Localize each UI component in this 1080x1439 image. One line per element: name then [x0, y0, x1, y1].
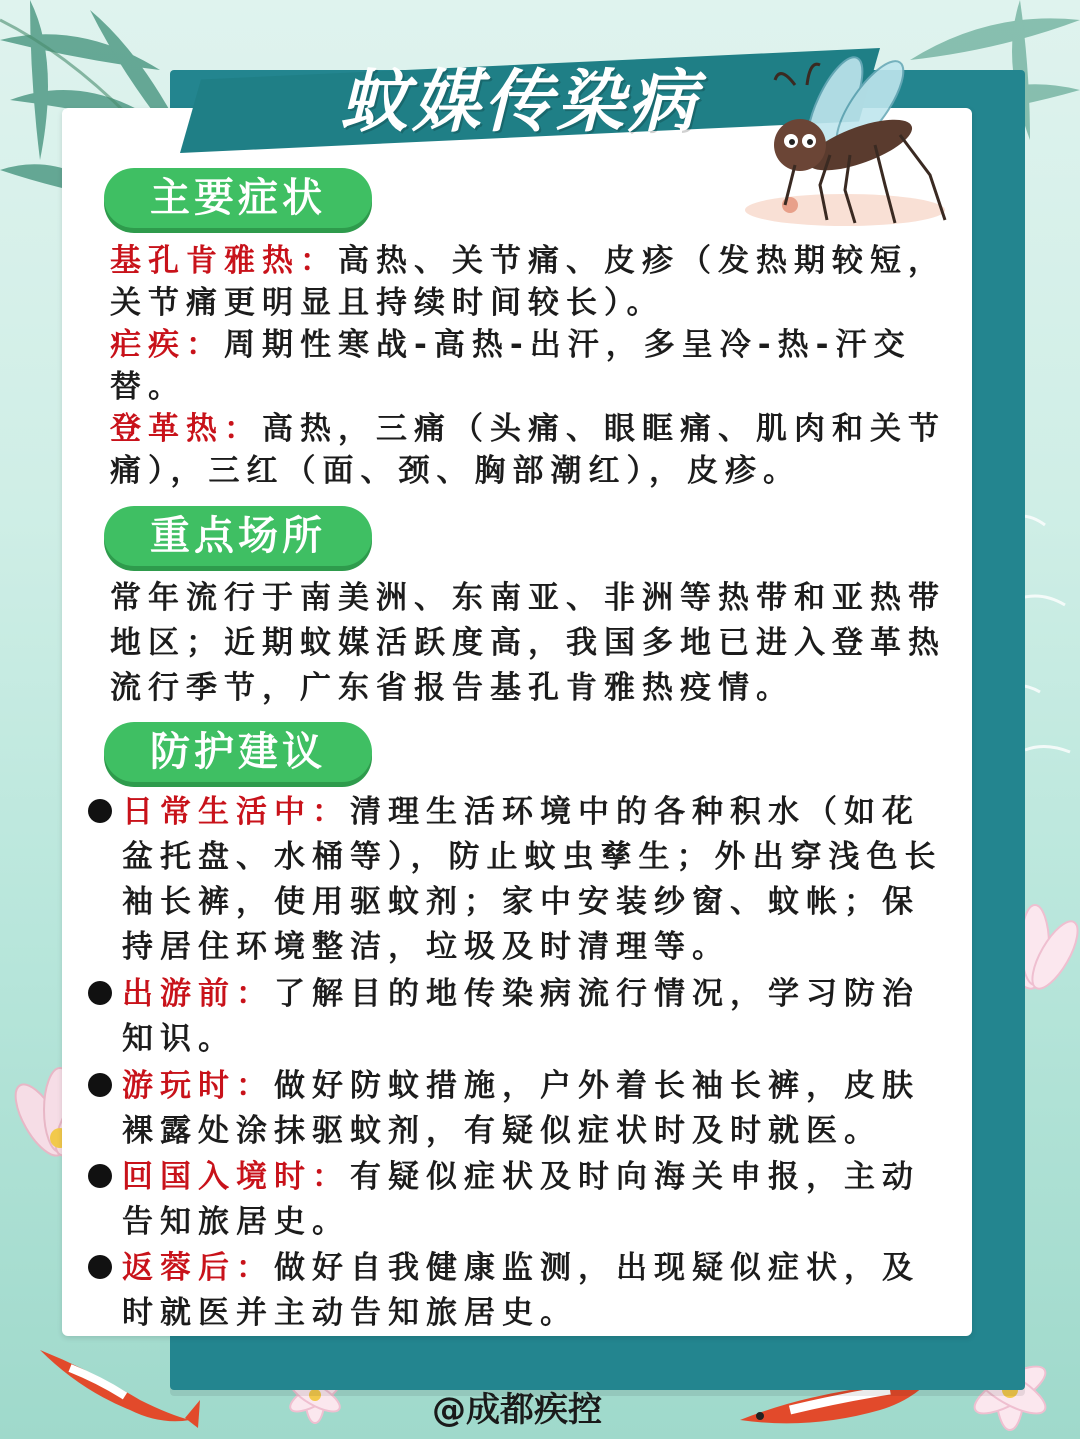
bullet-dot-icon — [88, 1255, 112, 1279]
symptom-text: 高热、关节痛、皮疹（发热期较短，关节痛更明显且持续时间较长）。 — [110, 243, 946, 321]
mosquito-icon — [735, 45, 955, 230]
bullet-dot-icon — [88, 799, 112, 823]
places-text: 常年流行于南美洲、东南亚、非洲等热带和亚热带地区；近期蚊媒活跃度高，我国多地已进入登革热流行季节，广东省报告基孔肯雅热疫情。 — [110, 580, 946, 706]
advice-text: 有疑似症状及时向海关申报，主动告知旅居史。 — [122, 1159, 920, 1240]
advice-text: 了解目的地传染病流行情况，学习防治知识。 — [122, 976, 920, 1057]
bullet-dot-icon — [88, 1073, 112, 1097]
symptom-term: 疟疾 — [110, 327, 186, 363]
advice-item: 日常生活中：清理生活环境中的各种积水（如花盆托盘、水桶等），防止蚊虫孳生；外出穿浅色长袖长裤，使用驱蚊剂；家中安装纱窗、蚊帐；保持居住环境整洁，垃圾及时清理等。 — [88, 790, 950, 970]
section-heading-symptoms: 主要症状 — [104, 168, 372, 228]
symptom-item: 登革热：高热，三痛（头痛、眼眶痛、肌肉和关节痛），三红（面、颈、胸部潮红），皮疹。 — [110, 411, 946, 489]
footer-credit: @成都疾控 — [432, 1390, 602, 1430]
advice-text: 清理生活环境中的各种积水（如花盆托盘、水桶等），防止蚊虫孳生；外出穿浅色长袖长裤，使用驱蚊剂；家中安装纱窗、蚊帐；保持居住环境整洁，垃圾及时清理等。 — [122, 794, 943, 965]
advice-term: 回国入境时 — [122, 1159, 312, 1195]
advice-term: 出游前 — [122, 976, 236, 1012]
bullet-dot-icon — [88, 1164, 112, 1188]
advice-item: 回国入境时：有疑似症状及时向海关申报，主动告知旅居史。 — [88, 1155, 950, 1245]
advice-term: 日常生活中 — [122, 794, 312, 830]
advice-term: 游玩时 — [122, 1068, 236, 1104]
advice-term: 返蓉后 — [122, 1250, 236, 1286]
advice-text: 做好防蚊措施，户外着长袖长裤，皮肤裸露处涂抹驱蚊剂，有疑似症状时及时就医。 — [122, 1068, 920, 1149]
advice-item: 返蓉后：做好自我健康监测，出现疑似症状，及时就医并主动告知旅居史。 — [88, 1246, 950, 1336]
advice-item: 出游前：了解目的地传染病流行情况，学习防治知识。 — [88, 972, 950, 1062]
section-heading-places: 重点场所 — [104, 506, 372, 566]
page-title: 蚊媒传染病 — [339, 63, 700, 142]
advice-text: 做好自我健康监测，出现疑似症状，及时就医并主动告知旅居史。 — [122, 1250, 920, 1331]
symptom-term: 基孔肯雅热 — [110, 243, 300, 279]
symptom-text: 周期性寒战-高热-出汗，多呈冷-热-汗交替。 — [110, 327, 912, 405]
bullet-dot-icon — [88, 981, 112, 1005]
section-heading-advice: 防护建议 — [104, 722, 372, 782]
advice-item: 游玩时：做好防蚊措施，户外着长袖长裤，皮肤裸露处涂抹驱蚊剂，有疑似症状时及时就医。 — [88, 1064, 950, 1154]
symptom-text: 高热，三痛（头痛、眼眶痛、肌肉和关节痛），三红（面、颈、胸部潮红），皮疹。 — [110, 411, 946, 489]
symptom-item: 基孔肯雅热：高热、关节痛、皮疹（发热期较短，关节痛更明显且持续时间较长）。 — [110, 243, 946, 321]
symptom-term: 登革热 — [110, 411, 224, 447]
symptom-item: 疟疾：周期性寒战-高热-出汗，多呈冷-热-汗交替。 — [110, 327, 912, 405]
